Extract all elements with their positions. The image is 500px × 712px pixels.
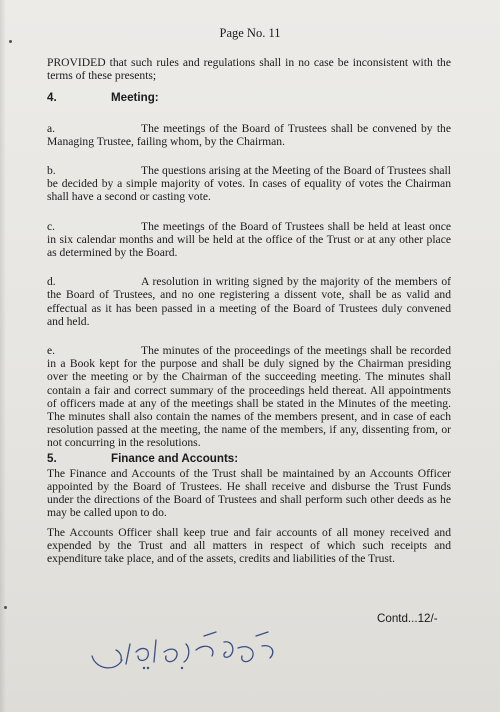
speck-mark [4, 606, 7, 609]
clause-text: The minutes of the proceedings of the meetings shall be recorded in a Book kept for the purpose and shall be duly signed by the Chairman presiding over the meeting or by the Chairman of the succeeding meeting. The minutes shall contain a fair and correct summary of the proceedings held thereat. All appointments of officers made at any of the meetings shall be stated in the Minutes of the meeting. The minutes shall also contain the names of the members present, and in case of each resolution passed at the meeting, the name of the members, if any, dissenting from, or not concurring in the resolutions. [47, 344, 451, 450]
clause-c [47, 220, 451, 260]
clause-text: The meetings of the Board of Trustees shall be held at least once in six calendar months and will be held at the office of the Trust or at any other place as determined by the Board. [47, 219, 451, 260]
finance-paragraph: The Finance and Accounts of the Trust shall be maintained by an Accounts Officer appointed by the Board of Trustees. He shall receive and disburse the Trust Funds under the directions of the Board of Trustees and shall perform such other deeds as he may be called upon to do. [47, 466, 451, 520]
clause-text: The meetings of the Board of Trustees shall be convened by the Managing Trustee, failing whom, by the Chairman. [47, 121, 451, 148]
clause-letter: d. [47, 275, 56, 289]
clause-a [47, 122, 451, 148]
clause-b [47, 164, 451, 204]
accounts-paragraph: The Accounts Officer shall keep true and fair accounts of all money received and expended by the Trust and all matters in respect of which such receipts and expenditure take place, and of the assets, credits and liabilities of the Trust. [47, 525, 451, 566]
clause-text: The questions arising at the Meeting of the Board of Trustees shall be decided by a simple majority of votes. In cases of equality of votes the Chairman shall have a second or casting vote. [47, 164, 451, 204]
clause-letter: b. [47, 164, 56, 178]
continuation-note: Contd...12/- [377, 612, 438, 625]
section-heading-finance [47, 452, 451, 465]
section-number: 4. [47, 91, 57, 105]
page-number: Page No. 11 [219, 26, 281, 40]
section-heading-meeting [47, 91, 451, 104]
clause-letter: c. [47, 219, 56, 233]
section-title: Finance and Accounts: [111, 451, 239, 465]
section-number: 5. [47, 451, 57, 465]
handwritten-signature [86, 622, 282, 678]
clause-e [47, 344, 451, 450]
section-title: Meeting: [111, 91, 159, 105]
document-body [47, 56, 451, 571]
clause-text: A resolution in writing signed by the majority of the members of the Board of Trustees, and no one registering a dissent vote, shall be as valid and effectual as it has been passed in a meeting of the Board of Trustees duly convened and held. [47, 275, 451, 328]
clause-letter: e. [47, 344, 56, 358]
clause-d [47, 275, 451, 328]
proviso-paragraph: PROVIDED that such rules and regulations shall in no case be inconsistent with the terms of these presents; [47, 56, 451, 83]
clause-letter: a. [47, 121, 56, 135]
